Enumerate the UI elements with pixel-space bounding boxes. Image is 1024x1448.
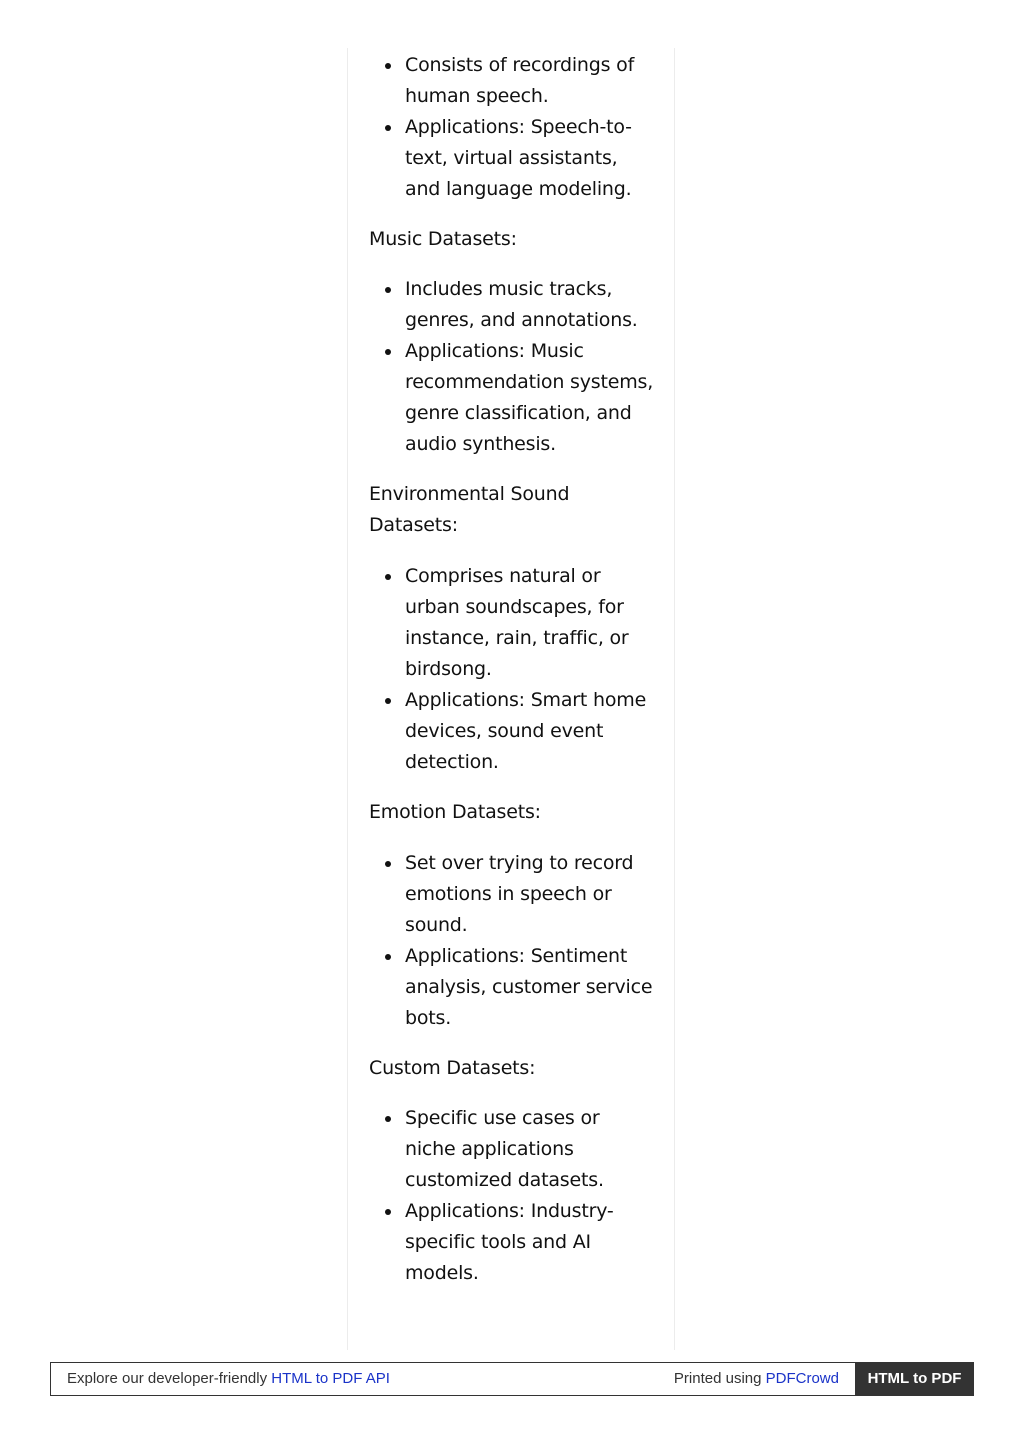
pdfcrowd-link[interactable]: PDFCrowd xyxy=(765,1370,839,1387)
html-to-pdf-button[interactable]: HTML to PDF xyxy=(855,1362,974,1396)
emotion-list xyxy=(369,848,669,1034)
list-item: Applications: Sentiment analysis, customer service bots. xyxy=(369,941,675,1034)
list-item: Set over trying to record emotions in speech or sound. xyxy=(369,848,655,941)
list-item: Applications: Music recommendation systems, genre classification, and audio synthesis. xyxy=(369,336,655,460)
section-heading-environmental: Environmental Sound Datasets: xyxy=(369,483,570,536)
list-item: Comprises natural or urban soundscapes, for instance, rain, traffic, or birdsong. xyxy=(369,561,655,685)
footer-printed-text: Printed using xyxy=(673,1370,762,1387)
list-item: Applications: Industry-specific tools and AI models. xyxy=(369,1196,650,1289)
custom-list xyxy=(369,1103,669,1289)
section-heading-emotion: Emotion Datasets: xyxy=(369,801,541,823)
speech-list xyxy=(369,50,669,205)
html-to-pdf-api-link[interactable]: HTML to PDF API xyxy=(271,1370,390,1387)
section-heading-music: Music Datasets: xyxy=(369,228,517,250)
footer-printed xyxy=(674,1363,839,1395)
footer-explore xyxy=(67,1363,390,1395)
music-list xyxy=(369,274,669,460)
list-item: Includes music tracks, genres, and annotations. xyxy=(369,274,655,336)
list-item: Applications: Speech-to-text, virtual assistants, and language modeling. xyxy=(369,112,655,205)
section-heading-custom: Custom Datasets: xyxy=(369,1057,536,1079)
list-item: Consists of recordings of human speech. xyxy=(369,50,655,112)
list-item: Applications: Smart home devices, sound event detection. xyxy=(369,685,665,778)
environmental-list xyxy=(369,561,669,778)
footer-explore-text: Explore our developer-friendly xyxy=(67,1370,268,1387)
list-item: Specific use cases or niche applications customized datasets. xyxy=(369,1103,650,1196)
pdfcrowd-footer xyxy=(50,1362,974,1396)
article-column xyxy=(347,48,675,1350)
article-content xyxy=(369,48,669,1289)
